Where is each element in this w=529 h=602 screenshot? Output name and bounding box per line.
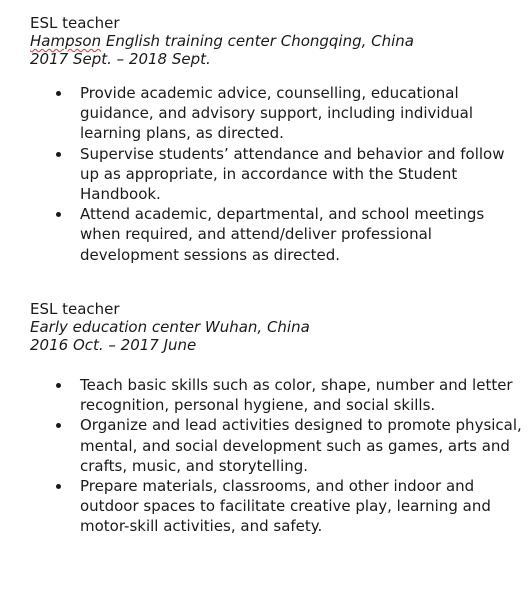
duty-text: Teach basic skills such as color, shape, number and letter recognition, personal hygiene, and social skills. [80,376,513,415]
duty-text: Prepare materials, classrooms, and other indoor and outdoor spaces to facilitate creative play, learning and motor-skill activities, and safety. [80,477,491,536]
job-title: ESL teacher [30,14,120,32]
company-name: Early education center Wuhan, China [30,318,310,336]
list-item [30,83,522,144]
company-location [30,32,529,50]
company-location [30,318,529,336]
company-rest: English training center Chongqing, China [101,32,414,50]
list-item [30,144,522,205]
experience-entry-1 [30,14,529,264]
list-item [30,415,522,476]
employment-dates: 2017 Sept. – 2018 Sept. [30,50,211,68]
duties-list [30,375,522,537]
duty-text: Organize and lead activities designed to promote physical, mental, and social development such as games, arts and crafts, music, and storytelling. [80,416,522,475]
list-item [30,204,522,265]
company-name-misspelled: Hampson [30,32,102,50]
bullet-icon [56,423,61,428]
duties-list [30,83,522,265]
bullet-icon [56,91,61,96]
duty-text: Attend academic, departmental, and school meetings when required, and attend/deliver professional development sessions as directed. [80,205,485,264]
duty-text: Supervise students’ attendance and behavior and follow up as appropriate, in accordance with the Student Handbook. [80,144,505,204]
job-title: ESL teacher [30,300,120,318]
duty-text: Provide academic advice, counselling, educational guidance, and advisory support, including individual learning plans, as directed. [80,84,473,143]
bullet-icon [56,383,61,388]
list-item [30,375,522,415]
bullet-icon [56,212,61,217]
bullet-icon [56,152,61,157]
employment-dates: 2016 Oct. – 2017 June [30,336,197,354]
list-item [30,476,522,537]
bullet-icon [56,484,61,489]
experience-entry-2 [30,300,529,536]
